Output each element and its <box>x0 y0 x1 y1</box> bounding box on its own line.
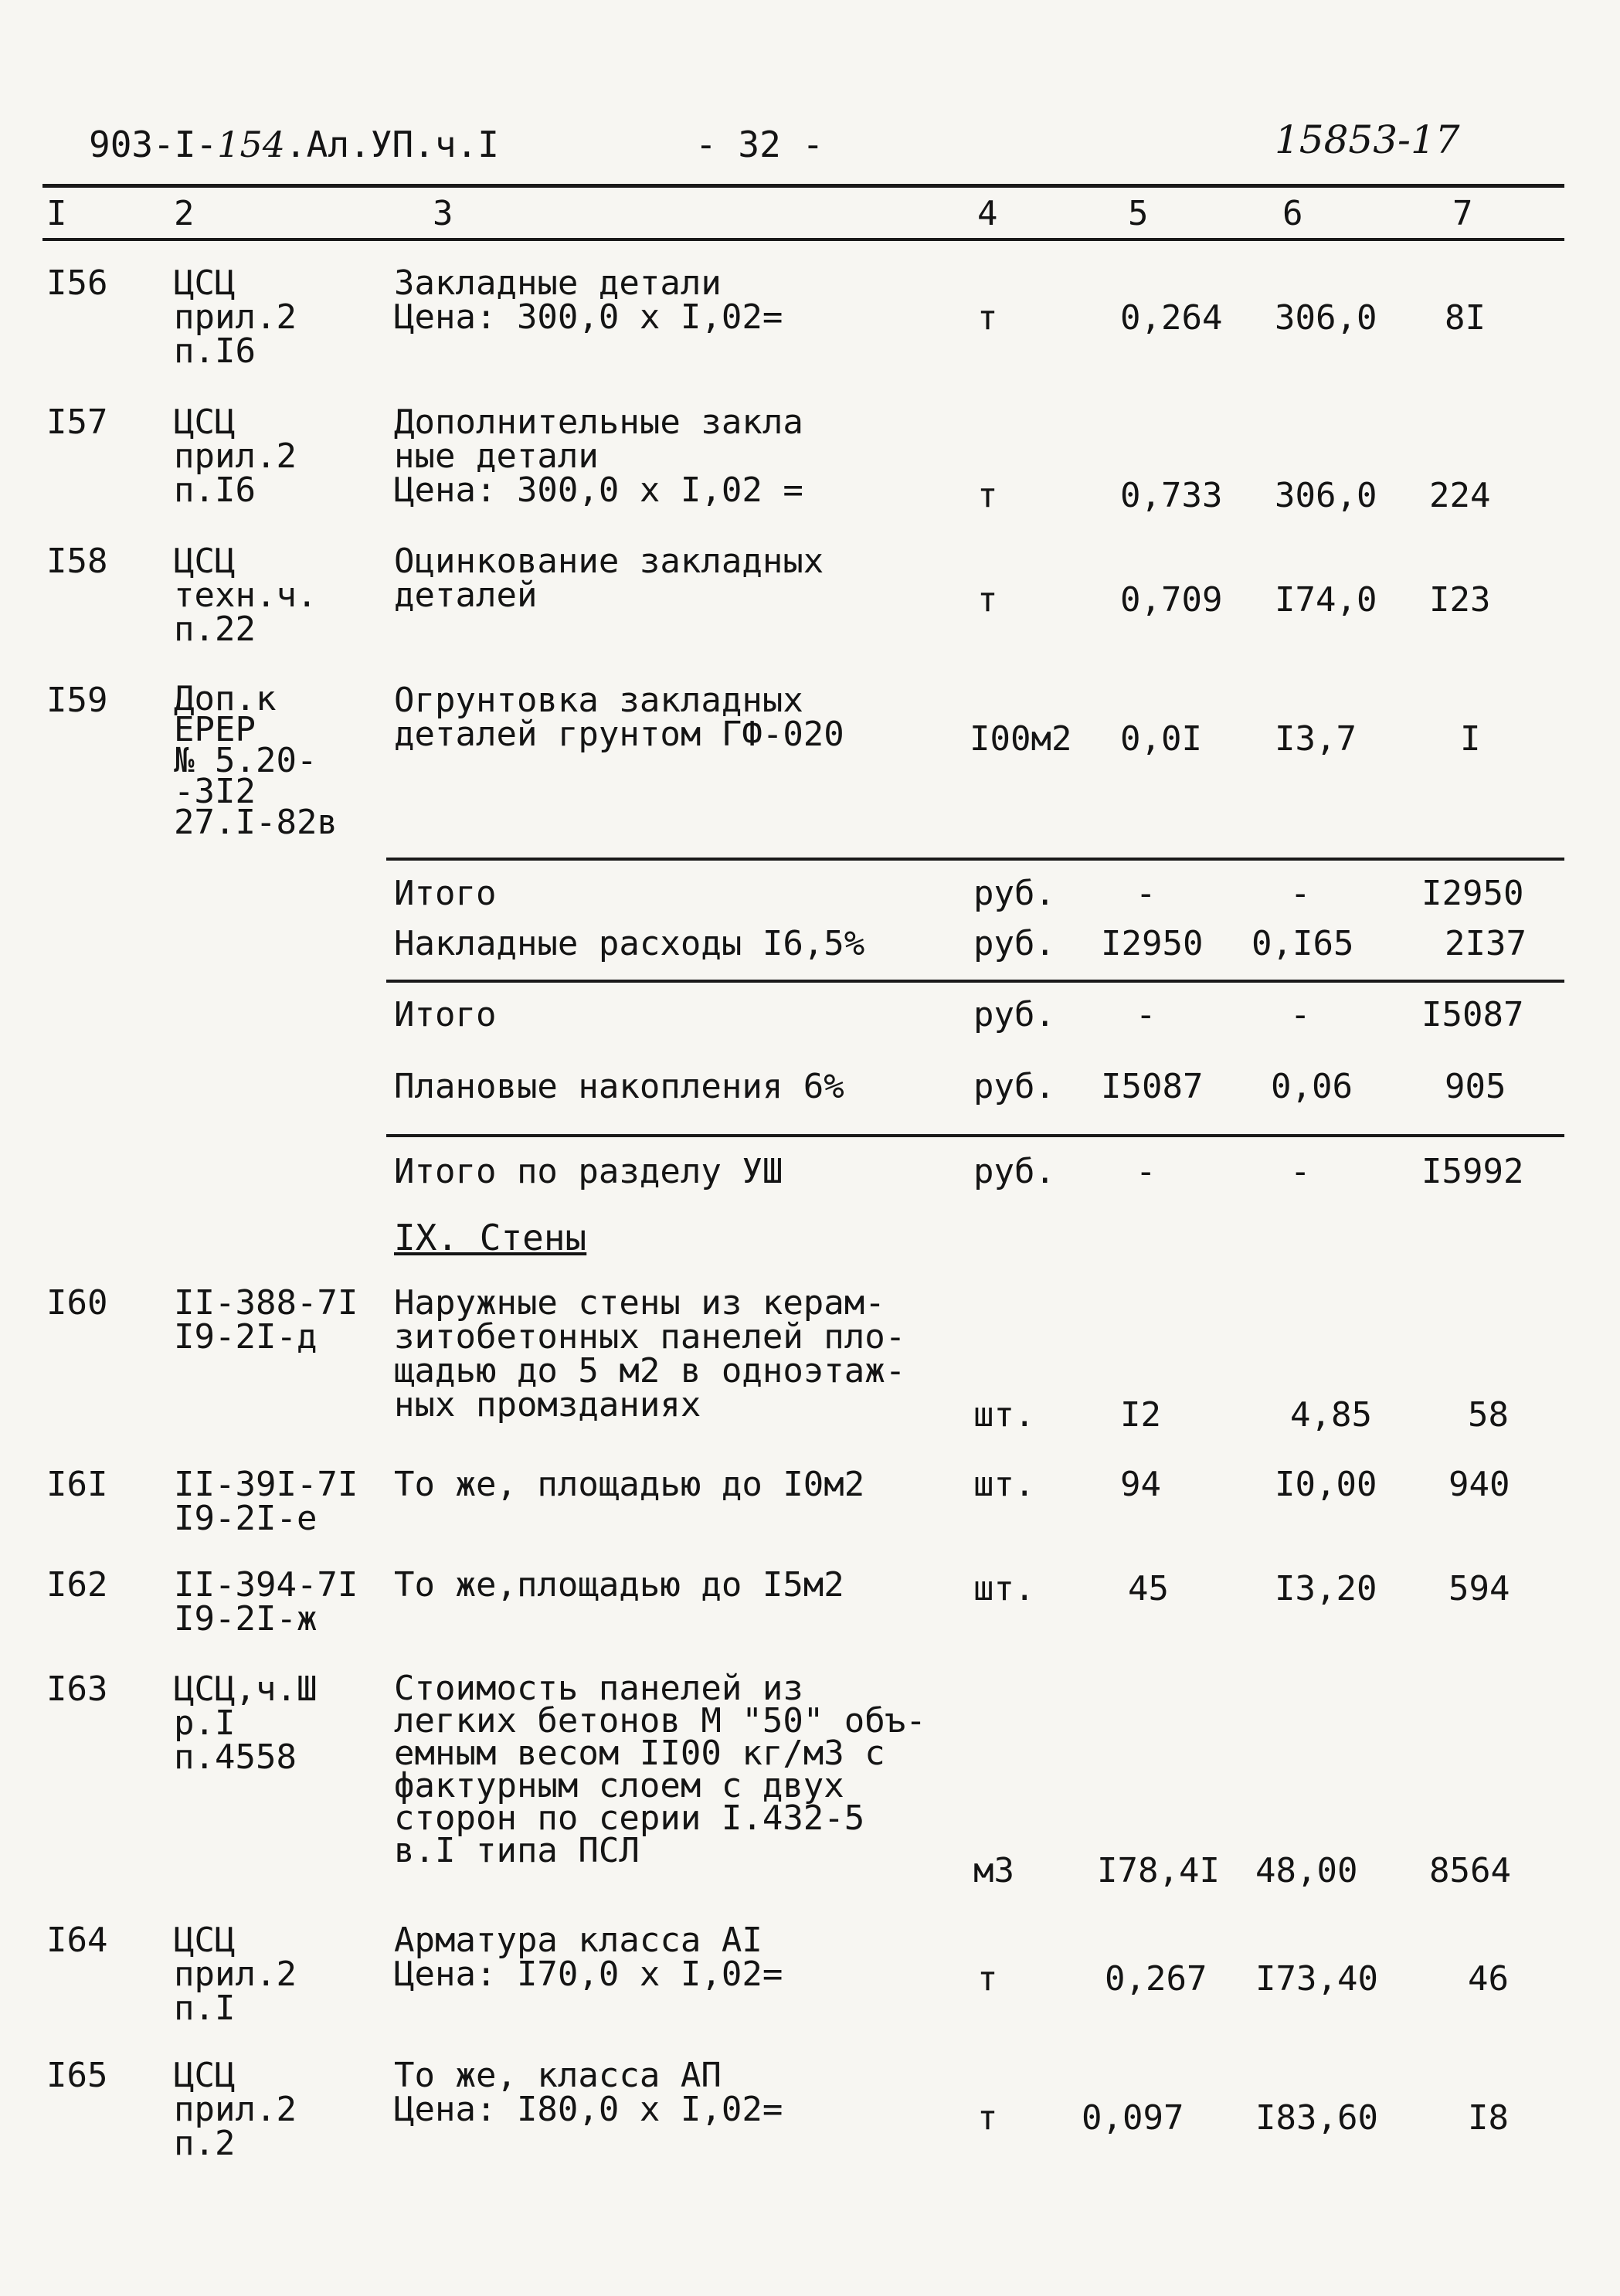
summary-label: Итого по разделу УШ <box>394 1152 783 1191</box>
row-unit: т <box>977 1959 998 1999</box>
section-title: IX. Стены <box>394 1217 587 1258</box>
row-reference: II-394-7I I9-2I-ж <box>174 1565 358 1639</box>
row-description: Арматура класса АI Цена: I70,0 х I,02= <box>394 1921 783 1994</box>
row-number: I65 <box>46 2056 108 2095</box>
row-number: I63 <box>46 1669 108 1709</box>
row-number: I59 <box>46 681 108 720</box>
row-reference: ЦСЦ,ч.Ш р.I п.4558 <box>174 1669 318 1777</box>
row-quantity: I78,4I <box>1097 1851 1220 1890</box>
row-quantity: 0,097 <box>1082 2098 1184 2138</box>
row-total: I <box>1460 719 1481 759</box>
row-unit: I00м2 <box>970 719 1072 759</box>
row-reference: ЦСЦ прил.2 п.I <box>174 1921 297 2028</box>
row-total: 224 <box>1429 476 1491 515</box>
row-description: Наружные стены из керам- зитобетонных панелей пло- щадью до 5 м2 в одноэтаж- ных промзданиях <box>394 1283 906 1425</box>
row-total: 46 <box>1468 1959 1509 1999</box>
col-header-1: I <box>46 194 67 233</box>
row-number: I6I <box>46 1465 108 1504</box>
summary-quantity: - <box>1136 995 1156 1034</box>
row-quantity: 45 <box>1128 1569 1169 1608</box>
summary-rule-1 <box>386 858 1564 861</box>
summary-price: 0,I65 <box>1252 924 1354 963</box>
row-unit-price: I0,00 <box>1275 1465 1377 1504</box>
row-quantity: 94 <box>1120 1465 1161 1504</box>
row-unit: шт. <box>973 1465 1035 1504</box>
row-reference: ЦСЦ прил.2 п.I6 <box>174 402 297 510</box>
summary-label: Накладные расходы I6,5% <box>394 924 865 963</box>
row-total: 940 <box>1448 1465 1510 1504</box>
doc-code-suffix: .Ал.УП.ч.I <box>284 124 499 165</box>
row-unit-price: I74,0 <box>1275 580 1377 620</box>
row-reference: Доп.к ЕРЕР № 5.20- -3I2 27.I-82в <box>174 679 338 842</box>
row-unit-price: 306,0 <box>1275 476 1377 515</box>
header-rule-bottom <box>42 238 1564 241</box>
summary-rule-2 <box>386 980 1564 983</box>
row-reference: ЦСЦ прил.2 п.2 <box>174 2056 297 2163</box>
row-unit-price: I3,20 <box>1275 1569 1377 1608</box>
summary-quantity: - <box>1136 1152 1156 1191</box>
summary-label: Итого <box>394 995 497 1034</box>
summary-label: Итого <box>394 874 497 913</box>
row-quantity: 0,267 <box>1105 1959 1207 1999</box>
row-unit: м3 <box>973 1851 1014 1890</box>
sheet-number: 15853-17 <box>1275 117 1460 162</box>
summary-rule-3 <box>386 1134 1564 1137</box>
row-number: I57 <box>46 402 108 442</box>
summary-price: - <box>1290 995 1311 1034</box>
row-reference: ЦСЦ техн.ч. п.22 <box>174 542 318 649</box>
doc-code-handwritten: 154 <box>217 124 285 165</box>
row-unit-price: I3,7 <box>1275 719 1357 759</box>
row-reference: II-39I-7I I9-2I-е <box>174 1465 358 1538</box>
row-description: То же,площадью до I5м2 <box>394 1565 844 1605</box>
col-header-6: 6 <box>1282 194 1303 233</box>
row-description: Огрунтовка закладных деталей грунтом ГФ-020 <box>394 681 844 754</box>
row-description: Дополнительные закла ные детали Цена: 300,0 х I,02 = <box>394 402 803 510</box>
row-description: Закладные детали Цена: 300,0 х I,02= <box>394 263 783 337</box>
header-rule-top <box>42 184 1564 188</box>
row-quantity: 0,733 <box>1120 476 1223 515</box>
row-description: То же, площадью до I0м2 <box>394 1465 865 1504</box>
summary-unit: руб. <box>973 1152 1055 1191</box>
summary-total: 2I37 <box>1445 924 1527 963</box>
summary-price: 0,06 <box>1271 1067 1353 1106</box>
row-unit: шт. <box>973 1569 1035 1608</box>
row-quantity: I2 <box>1120 1395 1161 1435</box>
row-unit: т <box>977 580 998 620</box>
row-total: 58 <box>1468 1395 1509 1435</box>
summary-price: - <box>1290 874 1311 913</box>
row-quantity: 0,264 <box>1120 298 1223 338</box>
row-unit-price: 4,85 <box>1290 1395 1372 1435</box>
row-total: I23 <box>1429 580 1491 620</box>
row-number: I62 <box>46 1565 108 1605</box>
row-unit-price: 48,00 <box>1255 1851 1358 1890</box>
row-quantity: 0,709 <box>1120 580 1223 620</box>
row-quantity: 0,0I <box>1120 719 1202 759</box>
summary-total: 905 <box>1445 1067 1506 1106</box>
summary-quantity: I5087 <box>1101 1067 1204 1106</box>
row-unit-price: I83,60 <box>1255 2098 1378 2138</box>
row-unit: т <box>977 2098 998 2138</box>
row-unit: т <box>977 298 998 338</box>
summary-unit: руб. <box>973 995 1055 1034</box>
row-total: 594 <box>1448 1569 1510 1608</box>
col-header-7: 7 <box>1452 194 1473 233</box>
doc-code-prefix: 903-I- <box>89 124 218 165</box>
row-number: I64 <box>46 1921 108 1960</box>
summary-total: I5087 <box>1421 995 1524 1034</box>
col-header-4: 4 <box>977 194 998 233</box>
row-description: Оцинкование закладных деталей <box>394 542 824 615</box>
row-reference: II-388-7I I9-2I-д <box>174 1283 358 1357</box>
row-unit-price: 306,0 <box>1275 298 1377 338</box>
col-header-2: 2 <box>174 194 195 233</box>
summary-quantity: - <box>1136 874 1156 913</box>
row-unit: т <box>977 476 998 515</box>
row-unit: шт. <box>973 1395 1035 1435</box>
row-reference: ЦСЦ прил.2 п.I6 <box>174 263 297 371</box>
col-header-5: 5 <box>1128 194 1149 233</box>
summary-unit: руб. <box>973 924 1055 963</box>
summary-total: I5992 <box>1421 1152 1524 1191</box>
row-number: I56 <box>46 263 108 303</box>
row-unit-price: I73,40 <box>1255 1959 1378 1999</box>
row-total: 8564 <box>1429 1851 1511 1890</box>
row-total: 8I <box>1445 298 1486 338</box>
doc-code <box>89 124 499 165</box>
summary-unit: руб. <box>973 1067 1055 1106</box>
row-total: I8 <box>1468 2098 1509 2138</box>
row-number: I58 <box>46 542 108 581</box>
summary-label: Плановые накопления 6% <box>394 1067 844 1106</box>
summary-quantity: I2950 <box>1101 924 1204 963</box>
summary-unit: руб. <box>973 874 1055 913</box>
row-number: I60 <box>46 1283 108 1323</box>
summary-price: - <box>1290 1152 1311 1191</box>
page-number: - 32 - <box>695 124 824 165</box>
col-header-3: 3 <box>433 194 453 233</box>
row-description: Стоимость панелей из легких бетонов М "50" объ- емным весом II00 кг/м3 с фактурным слоем с двух сторон по серии I.432-5 в.I типа ПСЛ <box>394 1669 926 1870</box>
summary-total: I2950 <box>1421 874 1524 913</box>
row-description: То же, класса АП Цена: I80,0 х I,02= <box>394 2056 783 2129</box>
